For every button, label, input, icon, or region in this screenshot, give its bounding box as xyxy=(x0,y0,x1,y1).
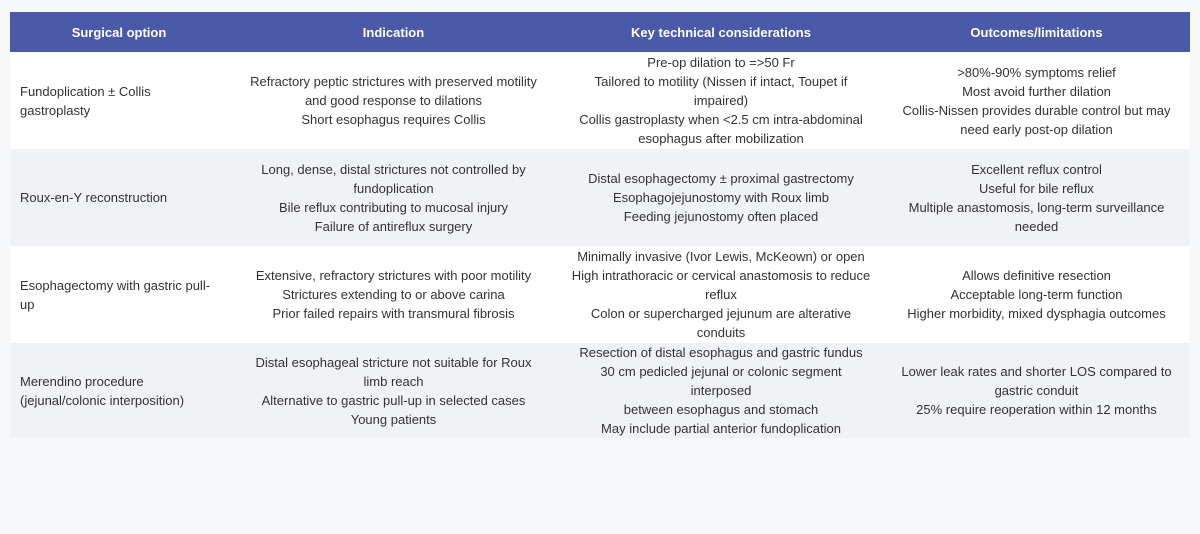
cell-text-line: Pre-op dilation to =>50 Fr xyxy=(647,55,795,70)
cell-text-line: limb reach xyxy=(363,373,424,389)
cell-indication xyxy=(228,246,559,343)
header-surgical-option: Surgical option xyxy=(71,24,167,40)
cell-text-line: (jejunal/colonic interposition) xyxy=(20,392,185,408)
cell-indication xyxy=(228,343,559,438)
cell-outcomes-limitations xyxy=(883,343,1190,438)
cell-text-line: Fundoplication ± Collis gastroplasty xyxy=(20,83,151,118)
cell-text-line: Failure of antireflux surgery xyxy=(314,218,473,234)
cell-text-line: Excellent reflux control xyxy=(971,161,1102,177)
cell-text-line: Collis-Nissen provides durable control but may xyxy=(902,102,1171,118)
cell-text-line: Esophagojejunostomy with Roux limb xyxy=(612,190,830,205)
cell-text-line: Short esophagus requires Collis xyxy=(301,112,486,127)
cell-text-line: Acceptable long-term function xyxy=(950,287,1123,302)
cell-indication xyxy=(228,52,559,149)
cell-text-line: 30 cm pedicled jejunal or colonic segment interposed xyxy=(600,364,842,398)
table-container xyxy=(10,12,1190,438)
surgical-options-table xyxy=(10,12,1190,438)
cell-text-line: Collis gastroplasty when <2.5 cm intra-abdominal xyxy=(579,112,863,127)
cell-text-line: Strictures extending to or above carina xyxy=(282,287,505,302)
cell-text-line: 25% require reoperation within 12 months xyxy=(916,402,1157,417)
cell-text-line: reflux xyxy=(705,287,737,302)
cell-text-line: Useful for bile reflux xyxy=(979,180,1094,196)
cell-text-line: gastric conduit xyxy=(994,383,1079,398)
cell-text-line: Bile reflux contributing to mucosal injury xyxy=(278,199,509,215)
cell-text-line: Extensive, refractory strictures with poor motility xyxy=(255,268,532,283)
table-row xyxy=(10,246,1190,343)
cell-text-line: Merendino procedure xyxy=(20,373,144,389)
cell-text-line: Feeding jejunostomy often placed xyxy=(623,209,819,224)
cell-text-line: May include partial anterior fundoplication xyxy=(601,421,841,436)
cell-technical-considerations xyxy=(559,343,883,438)
cell-text-line: Long, dense, distal strictures not controlled by xyxy=(261,161,526,177)
cell-text-line: Alternative to gastric pull-up in selected cases xyxy=(261,392,526,408)
cell-text-line: between esophagus and stomach xyxy=(623,402,819,417)
cell-text-line: Prior failed repairs with transmural fibrosis xyxy=(272,306,515,321)
cell-text-line: High intrathoracic or cervical anastomosis to reduce xyxy=(571,268,871,283)
cell-text-line: Colon or supercharged jejunum are alterative conduits xyxy=(590,306,852,340)
cell-text-line: Distal esophagectomy ± proximal gastrectomy xyxy=(588,171,854,186)
table-row xyxy=(10,149,1190,246)
cell-text-line: Roux-en-Y reconstruction xyxy=(20,190,168,205)
cell-text-line: Resection of distal esophagus and gastric fundus xyxy=(579,345,863,360)
cell-text-line: Young patients xyxy=(350,411,437,427)
cell-text-line: esophagus after mobilization xyxy=(638,131,804,146)
header-row xyxy=(10,12,1190,52)
cell-outcomes-limitations xyxy=(883,149,1190,246)
table-row xyxy=(10,343,1190,438)
table-row xyxy=(10,52,1190,149)
cell-outcomes-limitations xyxy=(883,246,1190,343)
cell-technical-considerations xyxy=(559,149,883,246)
cell-text-line: needed xyxy=(1014,218,1059,234)
cell-text-line: Tailored to motility (Nissen if intact, Toupet if impaired) xyxy=(594,74,848,108)
cell-text-line: Lower leak rates and shorter LOS compared to xyxy=(901,364,1172,379)
header-outcomes-limitations: Outcomes/limitations xyxy=(970,24,1103,40)
cell-technical-considerations xyxy=(559,52,883,149)
cell-text-line: Refractory peptic strictures with preserved motility xyxy=(250,74,537,89)
cell-text-line: Most avoid further dilation xyxy=(962,83,1111,99)
cell-text-line: and good response to dilations xyxy=(304,93,483,108)
cell-text-line: Esophagectomy with gastric pull-up xyxy=(20,277,211,312)
cell-indication xyxy=(228,149,559,246)
header-indication: Indication xyxy=(362,24,425,40)
cell-text-line: Multiple anastomosis, long-term surveillance xyxy=(908,199,1165,215)
table-header xyxy=(10,12,1190,52)
cell-text-line: Allows definitive resection xyxy=(962,268,1111,283)
cell-technical-considerations xyxy=(559,246,883,343)
cell-text-line: Distal esophageal stricture not suitable for Roux xyxy=(255,354,532,370)
header-key-technical-considerations: Key technical considerations xyxy=(631,24,811,40)
cell-surgical-option xyxy=(10,343,228,438)
cell-surgical-option xyxy=(10,52,228,149)
cell-text-line: fundoplication xyxy=(353,180,434,196)
cell-surgical-option xyxy=(10,246,228,343)
table-body xyxy=(10,52,1190,438)
cell-text-line: Minimally invasive (Ivor Lewis, McKeown) or open xyxy=(577,249,865,264)
cell-text-line: >80%-90% symptoms relief xyxy=(957,64,1116,80)
cell-text-line: Higher morbidity, mixed dysphagia outcomes xyxy=(907,306,1166,321)
cell-text-line: need early post-op dilation xyxy=(960,121,1113,137)
cell-surgical-option xyxy=(10,149,228,246)
cell-outcomes-limitations xyxy=(883,52,1190,149)
